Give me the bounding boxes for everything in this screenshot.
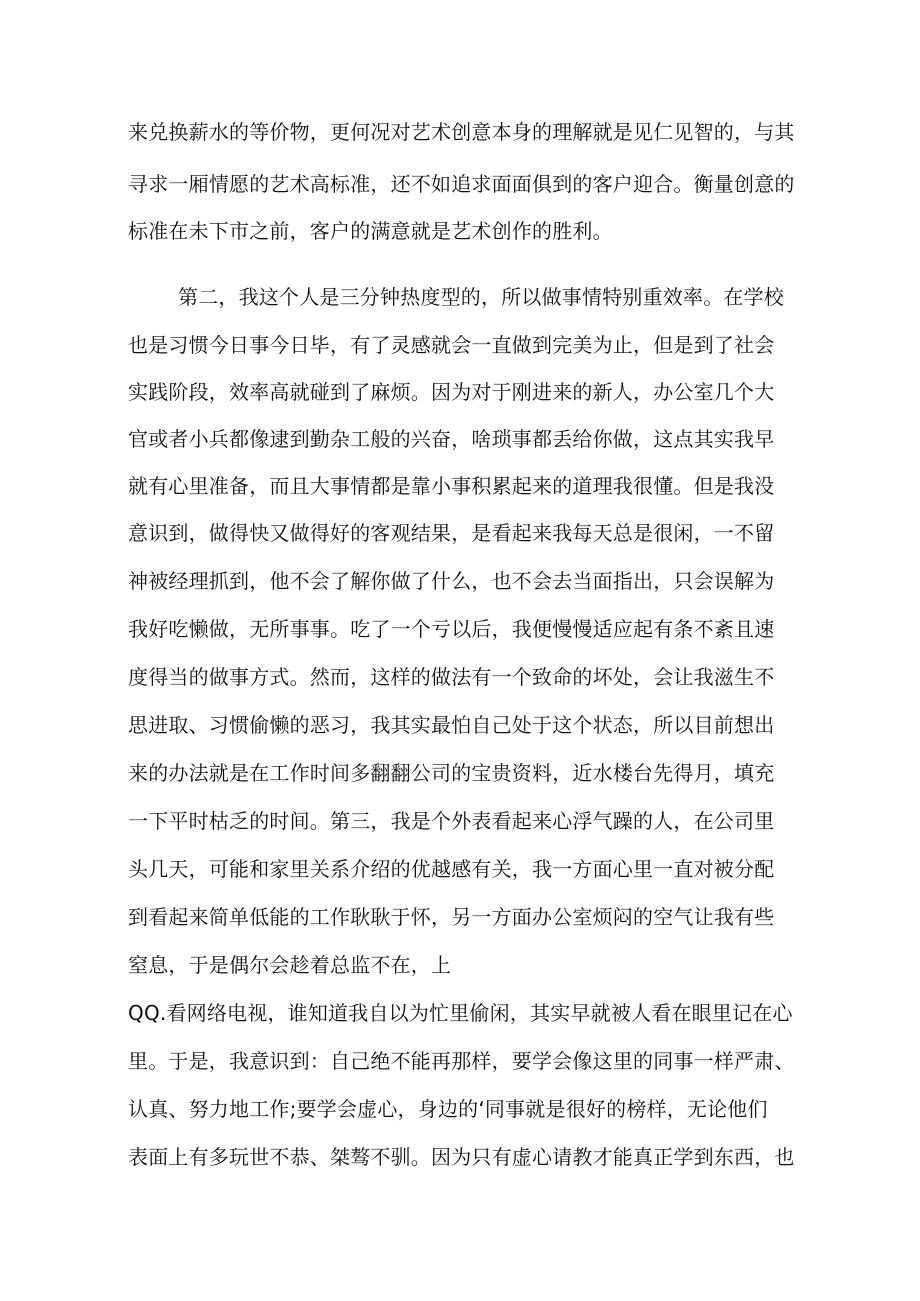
text-line: 到看起来简单低能的工作耿耿于怀，另一方面办公室烦闷的空气让我有些 — [128, 905, 775, 929]
text-line: 思进取、习惯偷懒的恶习，我其实最怕自己处于这个状态，所以目前想出 — [128, 713, 775, 737]
text-line: QQ.看网络电视，谁知道我自以为忙里偷闲，其实早就被人看在眼里记在心 — [128, 1001, 793, 1025]
text-line: 表面上有多玩世不恭、桀骜不驯。因为只有虚心请教才能真正学到东西，也 — [128, 1145, 795, 1169]
text-line: 第二，我这个人是三分钟热度型的，所以做事情特别重效率。在学校 — [178, 285, 784, 309]
text-line: 就有心里准备，而且大事情都是靠小事积累起来的道理我很懂。但是我没 — [128, 474, 775, 498]
text-line: 寻求一厢情愿的艺术高标准，还不如追求面面俱到的客户迎合。衡量创意的 — [128, 172, 795, 196]
text-line: 认真、努力地工作;要学会虚心，身边的‘同事就是很好的榜样，无论他们 — [128, 1097, 768, 1121]
text-line: 头几天，可能和家里关系介绍的优越感有关，我一方面心里一直对被分配 — [128, 857, 775, 881]
text-line: 我好吃懒做，无所事事。吃了一个亏以后，我便慢慢适应起有条不紊且速 — [128, 617, 775, 641]
text-line: 意识到，做得快又做得好的客观结果，是看起来我每天总是很闲，一不留 — [128, 521, 775, 545]
text-line: 神被经理抓到，他不会了解你做了什么，也不会去当面指出，只会误解为 — [128, 569, 775, 593]
text-line: 来的办法就是在工作时间多翻翻公司的宝贵资料，近水楼台先得月，填充 — [128, 761, 775, 785]
text-line: 来兑换薪水的等价物，更何况对艺术创意本身的理解就是见仁见智的，与其 — [128, 120, 795, 144]
text-line: 窒息，于是偶尔会趁着总监不在，上 — [128, 953, 452, 977]
text-line: 也是习惯今日事今日毕，有了灵感就会一直做到完美为止，但是到了社会 — [128, 333, 775, 357]
text-line: 官或者小兵都像逮到勤杂工般的兴奋，啥琐事都丢给你做，这点其实我早 — [128, 427, 775, 451]
text-line: 里。于是，我意识到：自己绝不能再那样，要学会像这里的同事一样严肃、 — [128, 1049, 795, 1073]
text-line: 一下平时枯乏的时间。第三，我是个外表看起来心浮气躁的人，在公司里 — [128, 809, 775, 833]
text-line: 度得当的做事方式。然而，这样的做法有一个致命的坏处，会让我滋生不 — [128, 665, 775, 689]
text-line: 实践阶段，效率高就碰到了麻烦。因为对于刚进来的新人，办公室几个大 — [128, 380, 775, 404]
text-line: 标准在未下市之前，客户的满意就是艺术创作的胜利。 — [128, 219, 613, 243]
